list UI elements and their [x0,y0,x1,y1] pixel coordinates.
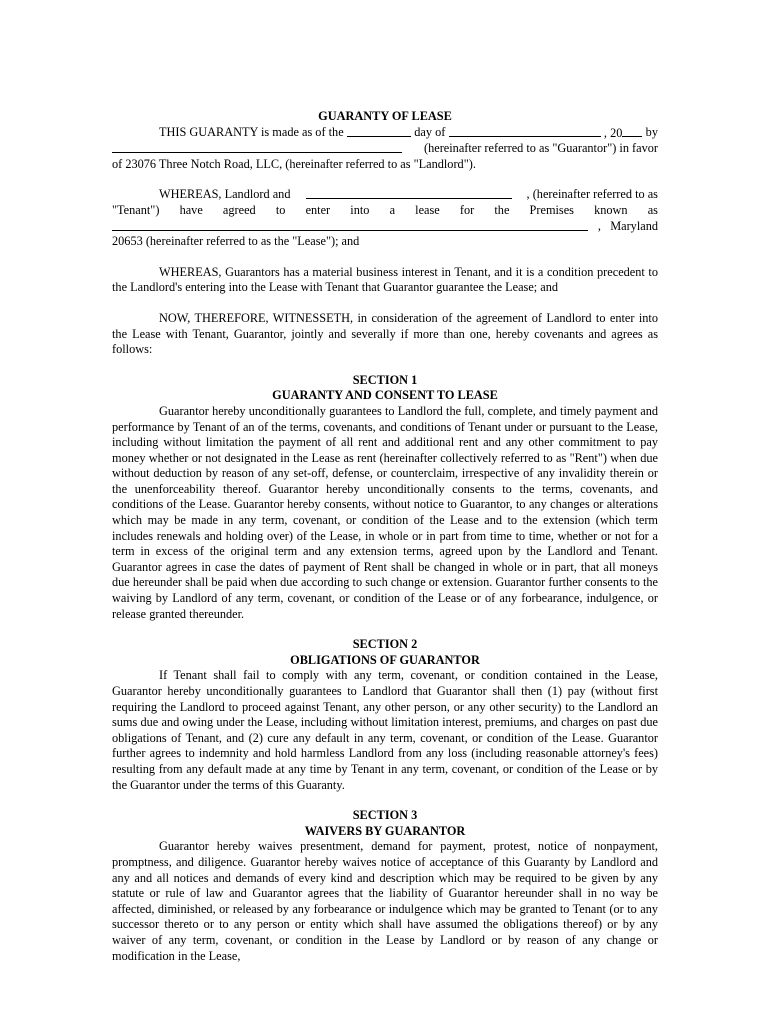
intro-text-1a: THIS GUARANTY is made as of the [159,124,344,139]
guarantor-name-blank[interactable] [112,141,402,153]
date-year-blank[interactable] [622,125,642,137]
intro-line-2 [112,141,658,157]
whereas1-text-3b: , Maryland [597,218,658,233]
section-2-number: SECTION 2 [352,637,418,652]
whereas1-word: known [594,202,628,217]
whereas2-paragraph: WHEREAS, Guarantors has a material business interest in Tenant, and it is a condition precedent to the Landlord's entering into the Lease with Tenant that Guarantor guarantee the Lease; and [112,264,658,295]
whereas1-word: Premises [529,202,574,217]
whereas1-word: as [647,202,658,217]
whereas1-line-1 [112,187,658,203]
section-2-heading: OBLIGATIONS OF GUARANTOR [290,652,480,667]
intro-line-1 [112,125,658,142]
section-1-body: Guarantor hereby unconditionally guarantees to Landlord the full, complete, and timely payment and performance by Tenant of an of the terms, covenants, and conditions of Tenant under or pursuant to the Lease, including without limitation the payment of all rent and additional rent and any other commitment to pay money whether or not designated in the Lease as rent (hereinafter collectively referred to as "Rent") when due without deduction by reason of any set-off, defense, or counterclaim, irrespective of any invalidity therein or the unenforceability thereof. Guarantor hereby unconditionally consents to the terms, covenants, and conditions of the Lease. Guarantor hereby consents, without notice to Guarantor, to any changes or alterations which may be made in any term, covenant, or condition of the Lease and to the extension (which term includes renewals and holding over) of the Lease, in whole or in part from time to time, whether or not for a term in excess of the original term and any extension terms, agreed upon by the Landlord and Tenant. Guarantor agrees in case the dates of payment of Rent shall be changed in whole or in part, that all moneys due hereunder shall be paid when due according to such change or extension. Guarantor further consents to the waiving by Landlord of any term, covenant, or condition of the Lease or of any forbearance, indulgence, or release granted thereunder. [112,403,658,621]
tenant-name-blank[interactable] [306,187,512,199]
intro-text-1b: day of [414,124,446,139]
section-1-number: SECTION 1 [352,372,418,387]
intro-text-2a: (hereinafter referred to as "Guarantor") in favor [424,141,658,156]
document-body [112,109,658,964]
section-3-number: SECTION 3 [352,808,418,823]
premises-address-blank[interactable] [112,219,588,231]
whereas1-line-2 [112,203,658,219]
whereas1-word: "Tenant") [112,202,160,217]
now-therefore-paragraph: NOW, THEREFORE, WITNESSETH, in consideration of the agreement of Landlord to enter into the Lease with Tenant, Guarantor, jointly and severally if more than one, hereby covenants and agrees as follows: [112,310,658,357]
whereas1-text-1a: WHEREAS, Landlord and [159,187,291,202]
date-day-blank[interactable] [347,125,411,137]
whereas1-word: into [350,202,370,217]
intro-text-1d: by [645,124,658,139]
section-3-heading: WAIVERS BY GUARANTOR [304,823,466,838]
intro-line-3: of 23076 Three Notch Road, LLC, (hereinafter referred to as "Landlord"). [112,156,476,171]
document-title: GUARANTY OF LEASE [318,109,452,123]
whereas1-word: a [389,202,396,217]
date-month-blank[interactable] [449,125,601,137]
whereas1-word: have [179,202,203,217]
section-3-body: Guarantor hereby waives presentment, demand for payment, protest, notice of nonpayment, promptness, and diligence. Guarantor hereby waives notice of acceptance of this Guaranty by Landlord and any and all notices and demands of every kind and description which may be required to be given by any statute or rule of law and Guarantor agrees that the liability of Guarantor hereunder shall in no way be affected, diminished, or released by any forbearance or indulgence which may be granted to Tenant (or to any successor thereto or to any person or entity which shall have assumed the obligations thereof) or by any waiver of any term, covenant, or condition in the Lease by Landlord or by reason of any change or modification in the Lease, [112,839,658,963]
whereas1-text-1b: , (hereinafter referred to as [526,187,658,202]
whereas1-word: lease [415,202,440,217]
whereas1-word: enter [305,202,331,217]
section-2-body: If Tenant shall fail to comply with any term, covenant, or condition contained in the Lease, Guarantor hereby unconditionally guarantees to Landlord that Guarantor shall then (1) pay (without first requiring the Landlord to proceed against Tenant, any other person, or any other security) to the Landlord an sums due and owing under the Lease, including without limitation interest, premiums, and charges on past due obligations of Tenant, and (2) cure any default in any term, covenant, or condition of the Lease. Guarantor further agrees to indemnity and hold harmless Landlord from any loss (including reasonable attorney's fees) resulting from any default made at any time by Tenant in any term, covenant, or condition of the Lease or by the Guarantor under the terms of this Guaranty. [112,668,658,792]
whereas1-word: the [494,202,510,217]
section-1-heading: GUARANTY AND CONSENT TO LEASE [272,388,498,403]
whereas1-word: for [459,202,475,217]
whereas1-line-3 [112,219,658,235]
whereas1-line-4: 20653 (hereinafter referred to as the "Lease"); and [112,234,360,249]
intro-text-1c: , 20 [604,125,642,142]
whereas1-word: agreed [222,202,256,217]
whereas1-word: to [275,202,286,217]
